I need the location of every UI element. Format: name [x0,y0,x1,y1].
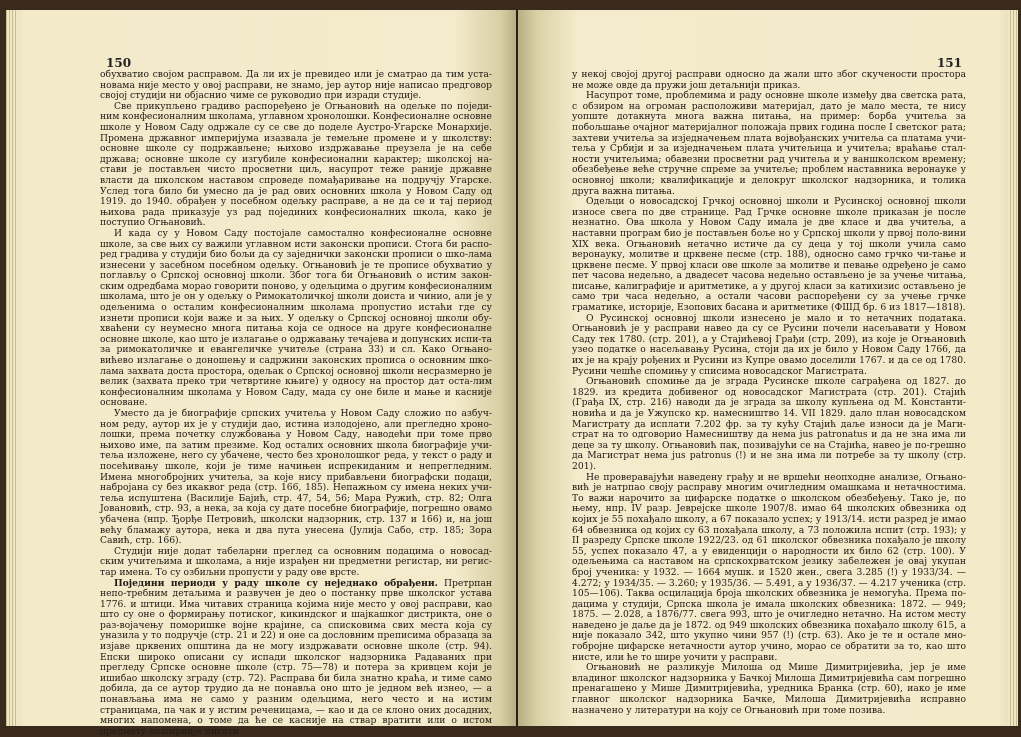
paragraph-text: Уместо да је биографије српских учитеља у Новом Саду сложио по азбуч-ном реду, аутор их је у студији дао, истина излодојено, али прегледно хроно-лошки, према почетку службовања у Новом Саду, наводећи при томе прво њихово име, па затим презиме. Код осталих основних школа биографије учи-теља изложене, него су убачене, често без хронолошког реда, у текст о раду и посећивању школе, који је тиме начињен испрекиданим и непрегледним. Имена многобројних учитеља, за које нису прибављени биографски подаци, набројана су без икаквог реда (стр. 166, 185). Непажњом су имена неких учи-теља испуштена (Василије Бајић, стр. 47, 54, 56; Мара Ружић, стр. 82; Олга Јовановић, стр. 93, а нека, за која су дате посебне биографије, погрешно овамо убачена (нпр. Ђорђе Петровић, школски надзорник, стр. 137 и 166) и, на још већу бламажу аутора, нека и два пута унесена (Јулија Сабо, стр. 185; Зора Савић, стр. 166). [100,408,492,546]
paragraph [572,314,966,378]
paragraph [100,547,492,579]
paragraph [100,70,492,102]
paragraph-text: И када су у Новом Саду постојале самостално конфесионалне основне школе, за све њих су важили углавном исти законски прописи. Стога би распо-ред градива у студији био бољи да су заједнички законски прописи о шко-лама изнесени у засебном посебном одељку. Огњановић је те прописе обухватио у поглављу о Српској основној школи. Због тога би Огњановић о истим закон-ским одредбама морао говорити поново, у одељцима о другим конфесионалним школама, што је он у одељку о Римокатоличкој школи доиста и чинио, али је у одељенима о осталим конфесионалним школама пропустио истаћи где су изнети прописи који важе и за њих. У одељку о Српској основној школи обу-хваћени су неумесно многа питања која се односе на друге конфесионалне основне школе, као што је излагање о одржавању течајева и допунских испи-та за римокатоличке и евангеличке учитеље (страна 33) и сл. Како Огњано-вићево излагање о доношењу и садржини законских прописа о основним шко-лама захвата доста простора, одељак о Српској основној школи несразмерно је велик (захвата преко три четвртине књиге) у односу на простор дат оста-лим конфесионалним школама у Новом Саду, мада су оне биле и мање и касније основане. [100,228,492,409]
paragraph-text: Огњановић спомиње да је зграда Русинске школе саграђена од 1827. до 1829. из кредита добивеног од новосадског Магистрата (стр. 201). Стајић (Грађа IX, стр. 216) наводи да је зграда за школу купљена од М. Константи-новића и да је Ужупско кр. намесништво 14. VII 1829. дало план новосадском Магистрату да исплати 7.202 фр. за ту кућу Стајић даље износи да је Маги-страт на то одговорио Намесништву да нема jus patronatus и да не зна има ли деце за ту школу. Огњановић пак, позивајући се на Стајића, навео је по-грешно да Магистрат нема jus patronus (!) и не зна има ли потребе за ту школу (стр. 201). [572,376,966,472]
paragraph [572,197,966,314]
paragraph-text: Огњановић не разликује Милоша од Мише Димитријевића, јер је име владиног школског надзорника у Бачкој Милоша Димитријевића сам погрешно пренагашено у Мише Димитријевића, уредника Бранкa (стр. 60), иако је име главног школског надзорника Бачке, Милоша Димитријевића исправно назначено у литератури на коју се Огњановић при томе позива. [572,662,966,715]
right-page-text [572,70,966,716]
paragraph [100,409,492,547]
page-edges-left [6,10,18,726]
paragraph [572,70,966,91]
paragraph-text: Не проверавајући наведену грађу и не вршећи неопходне анализе, Огњано-вић је натрпао своју расправу многим очигледним омашкама и нетачностима. То важи нарочито за цифарске податке о школском обезбеђењу. Тако је, по њему, нпр. IV разр. Јеврејске школе 1907/8. имао 64 школских обвезника од којих је 55 похађало школу, а 67 показало успех; у 1913/14. исти разред је имао 64 обвезника од којих су 63 похађала школу, а 73 положила испит (стр. 193); у II разреду Српске школе 1922/23. од 61 школског обвезника похађало је школу 55, успех показало 47, а у евиденцији о народности их било 62 (стр. 100). У одељењима са наставом на српскохрватском језику забележен је овај укупан број ученика: у 1932. — 1664 мушк. и 1520 жен., свега 3.285 (!) у 1933/34. — 4.272; у 1934/35. — 3.260; у 1935/36. — 5.491, а у 1936/37. — 4.217 ученика (стр. 105—106). Таква осцилација броја школских обвезника је немогућа. Према по-дацима у студији, Српска школа је имала школских обвезника: 1872. — 949; 1875. — 2.028, а 1876/77. свега 993, што је очигледно нетачно. На истом месту наведено је даље да је 1872. од 949 школских обвезника похађало школу 615, а није показало 342, што укупно чини 957 (!) (стр. 63). Ако је те и остале мно-гобројне цифарске нетачности аутор учино, морао се обратити за то, као што нисте, или ће то шире уочити у расправи. [572,472,966,663]
paragraph [572,377,966,472]
paragraph-text: Одељци о новосадској Грчкој основној школи и Русинској основној школи износе свега по две странице. Рад Грчке основне школе приказан је после незнатно. Ова школа у Новом Саду имала је две класе и два учитеља, а наставни програм био је постављен боље но у Српској школи у првој поло-вини XIX века. Огњановић нетачно истиче да су деца у тој школи учила само веронауку, молитве и црквене песме (стр. 188), односно само грчко чи-тање и црквене песме. У првој класи ове школе за молитве и певање одређено је само пет часова недељно, а двадесет часова недељно остављено је за учење читања, писање, калиграфије и аритметике, а у другој класи за катихизис остављено је само три часа недељно, а остали часови распоређени су за учење грчке граматике, историје, Езопових басана и аритметике (ФШД бр. 6 из 1817—1818). [572,196,966,313]
paragraph-text: обухватио својом расправом. Да ли их је превидео или је сматрао да тим уста-новама није место у овој расправи, не знамо, јер аутор није написао предговор својој студији ни објаснио чиме се руководио при изради студије. [100,69,492,101]
paragraph-text: у некој својој другој расправи односно да жали што због скучености простора не може овде да пружи још детаљнији приказ. [572,69,966,91]
book-spread [6,10,1018,726]
paragraph-text: Претрпан непо-требним детаљима и развучен је део о постанку прве школског устава 1776. и штици. Има читавих страница којима није место у овој расправи, као што су оне о формирању потиског, кикиндског и шајкашког дистрикта, оне о раз-војачењу поморишке војне крајине, са списковима свих места која су уназила у то подручје (стр. 21 и 22) и оне са дословним преписима образаца за изјаве црквених општина да не могу издржавати основне школе (стр. 94). Епски широко описани су испади школског надзорника Радаваних при прегледу Српске основне школе (стр. 75—78) и потера за кривцем који је ишибао школску зграду (стр. 72). Расправа би била знатно краћа, и тиме само добила, да се аутор трудио да не понавља оно што је једном већ изнео, — а понављања има не само у разним одељцима, него честo и на истим страницама, па чак и у истим реченицама, — као и да се клоно оних досадних, многих напомена, о томе да ће се касније на ствар вратити или о истом предмету опширније писати [100,578,492,737]
paragraph [100,102,492,229]
paragraph [100,229,492,409]
paragraph-text: Насупрот томе, проблемима и раду основне школе између два светска рата, с обзиром на огроман расположиви материјал, дато је мало места, те нису уопште дотакнута многа важна питања, на пример: борба учитеља за побољшање очајног материјалног положаја првих година после I светског рата; захтеви учитеља за изједначењем плата војвођанских учитеља са платама учи-теља у Србији и за изједначењем плата учитељица и учитеља; враћање стал-ности учитељима; обавезни просветни рад учитеља и у ваншколском времену; обезбеђење веће стручне спреме за учитеље; проблем наставника веронауке у основној школи; квалификације и делокруг школског надзорника, и толика друга важна питања. [572,90,966,196]
paragraph-text: Студији није додат табеларни преглед са основним подацима о новосад-ским учитељима и школама, а није израђен ни предметни регистар, ни регис-тар имена. То су озбиљни пропусти у раду ове врсте. [100,546,492,578]
paragraph [572,473,966,664]
paragraph [572,663,966,716]
right-page [518,10,1018,726]
paragraph-text: Све прикупљено градиво распоређено је Огњановић на одељке по поједи-ним конфесионалним школама, углавном хронолошки. Конфесионалне основне школе у Новом Саду одржале су се све до поделе Аустро-Угарске Монархије. Промена државног империјума изазвала је темељне промене и у школству: основне школе су подржављене; њихово издржавање преузела је на себе држава; основне школе су изгубиле конфесионални карактер; школској на-стави је постављен чисто просветни циљ, насупрот теже ранијe државне власти да школском наставом спроведе помађаривање на подручју Угарске. Услед тога било би умесно да је рад ових основних школа у Новом Саду од 1919. до 1940. обрађен у посебном одељку расправе, а не да се и тај период њихова рада приказује уз рад појединих конфесионалних школа, како је поступио Огњановић. [100,101,492,229]
page-number-right: 151 [937,56,962,70]
paragraph-text: О Русинској основној школи изнесено је мало и то нетачних података. Огњановић је у расправи навео да су се Русини почели насељавати у Новом Саду тек 1780. (стр. 201), а у Стајићевој Грађи (стр. 209), из које је Огњановић узео податке о насељавању Русина, стоји да их је било у Новом Саду 1766, да их је на крају рођених и Русини из Купре овамо доселили 1767. и да се од 1780. Русини чешће спомињу у списима новосадског Магистрата. [572,313,966,377]
left-page-text [100,70,492,737]
paragraph-bold-lead: Поједини периоди у раду школе су неједнако обрађени. [114,578,438,589]
paragraph [572,91,966,197]
paragraph [100,579,492,737]
page-edges-right [1008,10,1018,726]
page-number-left: 150 [106,56,131,70]
left-page [6,10,516,726]
